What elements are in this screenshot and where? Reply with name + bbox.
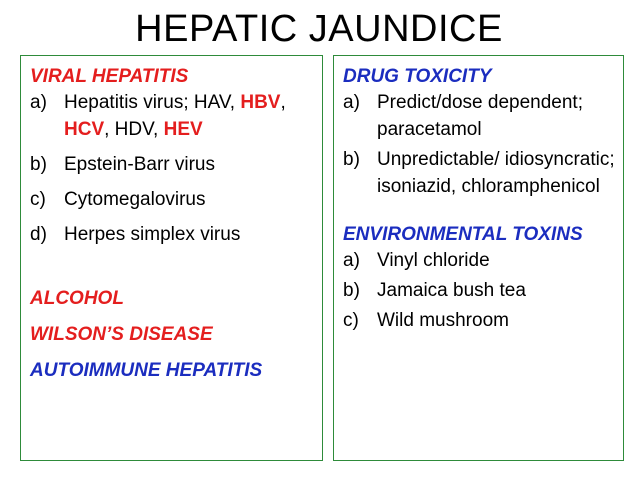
item-text-part: Predict/dose dependent; paracetamol — [377, 92, 583, 140]
list-marker: c) — [30, 189, 46, 210]
environmental-toxins-heading: ENVIRONMENTAL TOXINS — [343, 224, 583, 245]
list-item-text — [64, 221, 316, 248]
viral-hepatitis-heading: VIRAL HEPATITIS — [30, 66, 189, 87]
list-item-text — [64, 89, 316, 143]
list-item-text — [377, 277, 617, 304]
item-text-part: Vinyl chloride — [377, 250, 490, 271]
list-marker: b) — [343, 280, 360, 301]
list-item — [30, 151, 316, 178]
item-text-part: Cytomegalovirus — [64, 189, 206, 210]
drug-toxicity-heading: DRUG TOXICITY — [343, 66, 492, 87]
highlighted-virus: HCV — [64, 119, 105, 140]
list-marker: a) — [343, 92, 360, 113]
autoimmune-hepatitis-heading: AUTOIMMUNE HEPATITIS — [30, 360, 263, 381]
highlighted-virus: HEV — [163, 119, 203, 140]
alcohol-heading: ALCOHOL — [30, 288, 124, 309]
drug-toxicity-list — [343, 89, 617, 200]
item-text-part: Epstein-Barr virus — [64, 154, 215, 175]
wilsons-disease-heading: WILSON’S DISEASE — [30, 324, 213, 345]
list-marker: b) — [343, 149, 360, 170]
list-item — [343, 247, 617, 274]
item-text-part: Wild mushroom — [377, 310, 509, 331]
item-text-part: , HDV, — [104, 119, 164, 140]
viral-hepatitis-list — [30, 89, 316, 248]
item-text-part: , — [280, 92, 286, 113]
list-item — [30, 186, 316, 213]
list-item-text — [377, 247, 617, 274]
list-item — [30, 89, 316, 143]
list-item-text — [64, 186, 316, 213]
item-text-part: Hepatitis virus; HAV, — [64, 92, 241, 113]
list-item — [30, 221, 316, 248]
list-item-text — [377, 89, 617, 143]
list-item — [343, 277, 617, 304]
list-marker: a) — [343, 250, 360, 271]
item-text-part: Herpes simplex virus — [64, 224, 241, 245]
item-text-part: Jamaica bush tea — [377, 280, 526, 301]
list-item — [343, 146, 617, 200]
list-marker: b) — [30, 154, 47, 175]
right-panel — [333, 55, 624, 461]
left-panel — [20, 55, 323, 461]
list-item — [343, 307, 617, 334]
item-text-part: Unpredictable/ idiosyncratic; isoniazid, chloramphenicol — [377, 149, 615, 197]
environmental-toxins-list — [343, 247, 617, 334]
list-item-text — [377, 146, 617, 200]
list-item-text — [64, 151, 316, 178]
list-marker: d) — [30, 224, 47, 245]
list-marker: a) — [30, 92, 47, 113]
list-marker: c) — [343, 310, 359, 331]
list-item — [343, 89, 617, 143]
highlighted-virus: HBV — [240, 92, 281, 113]
list-item-text — [377, 307, 617, 334]
page-title: HEPATIC JAUNDICE — [135, 8, 503, 50]
